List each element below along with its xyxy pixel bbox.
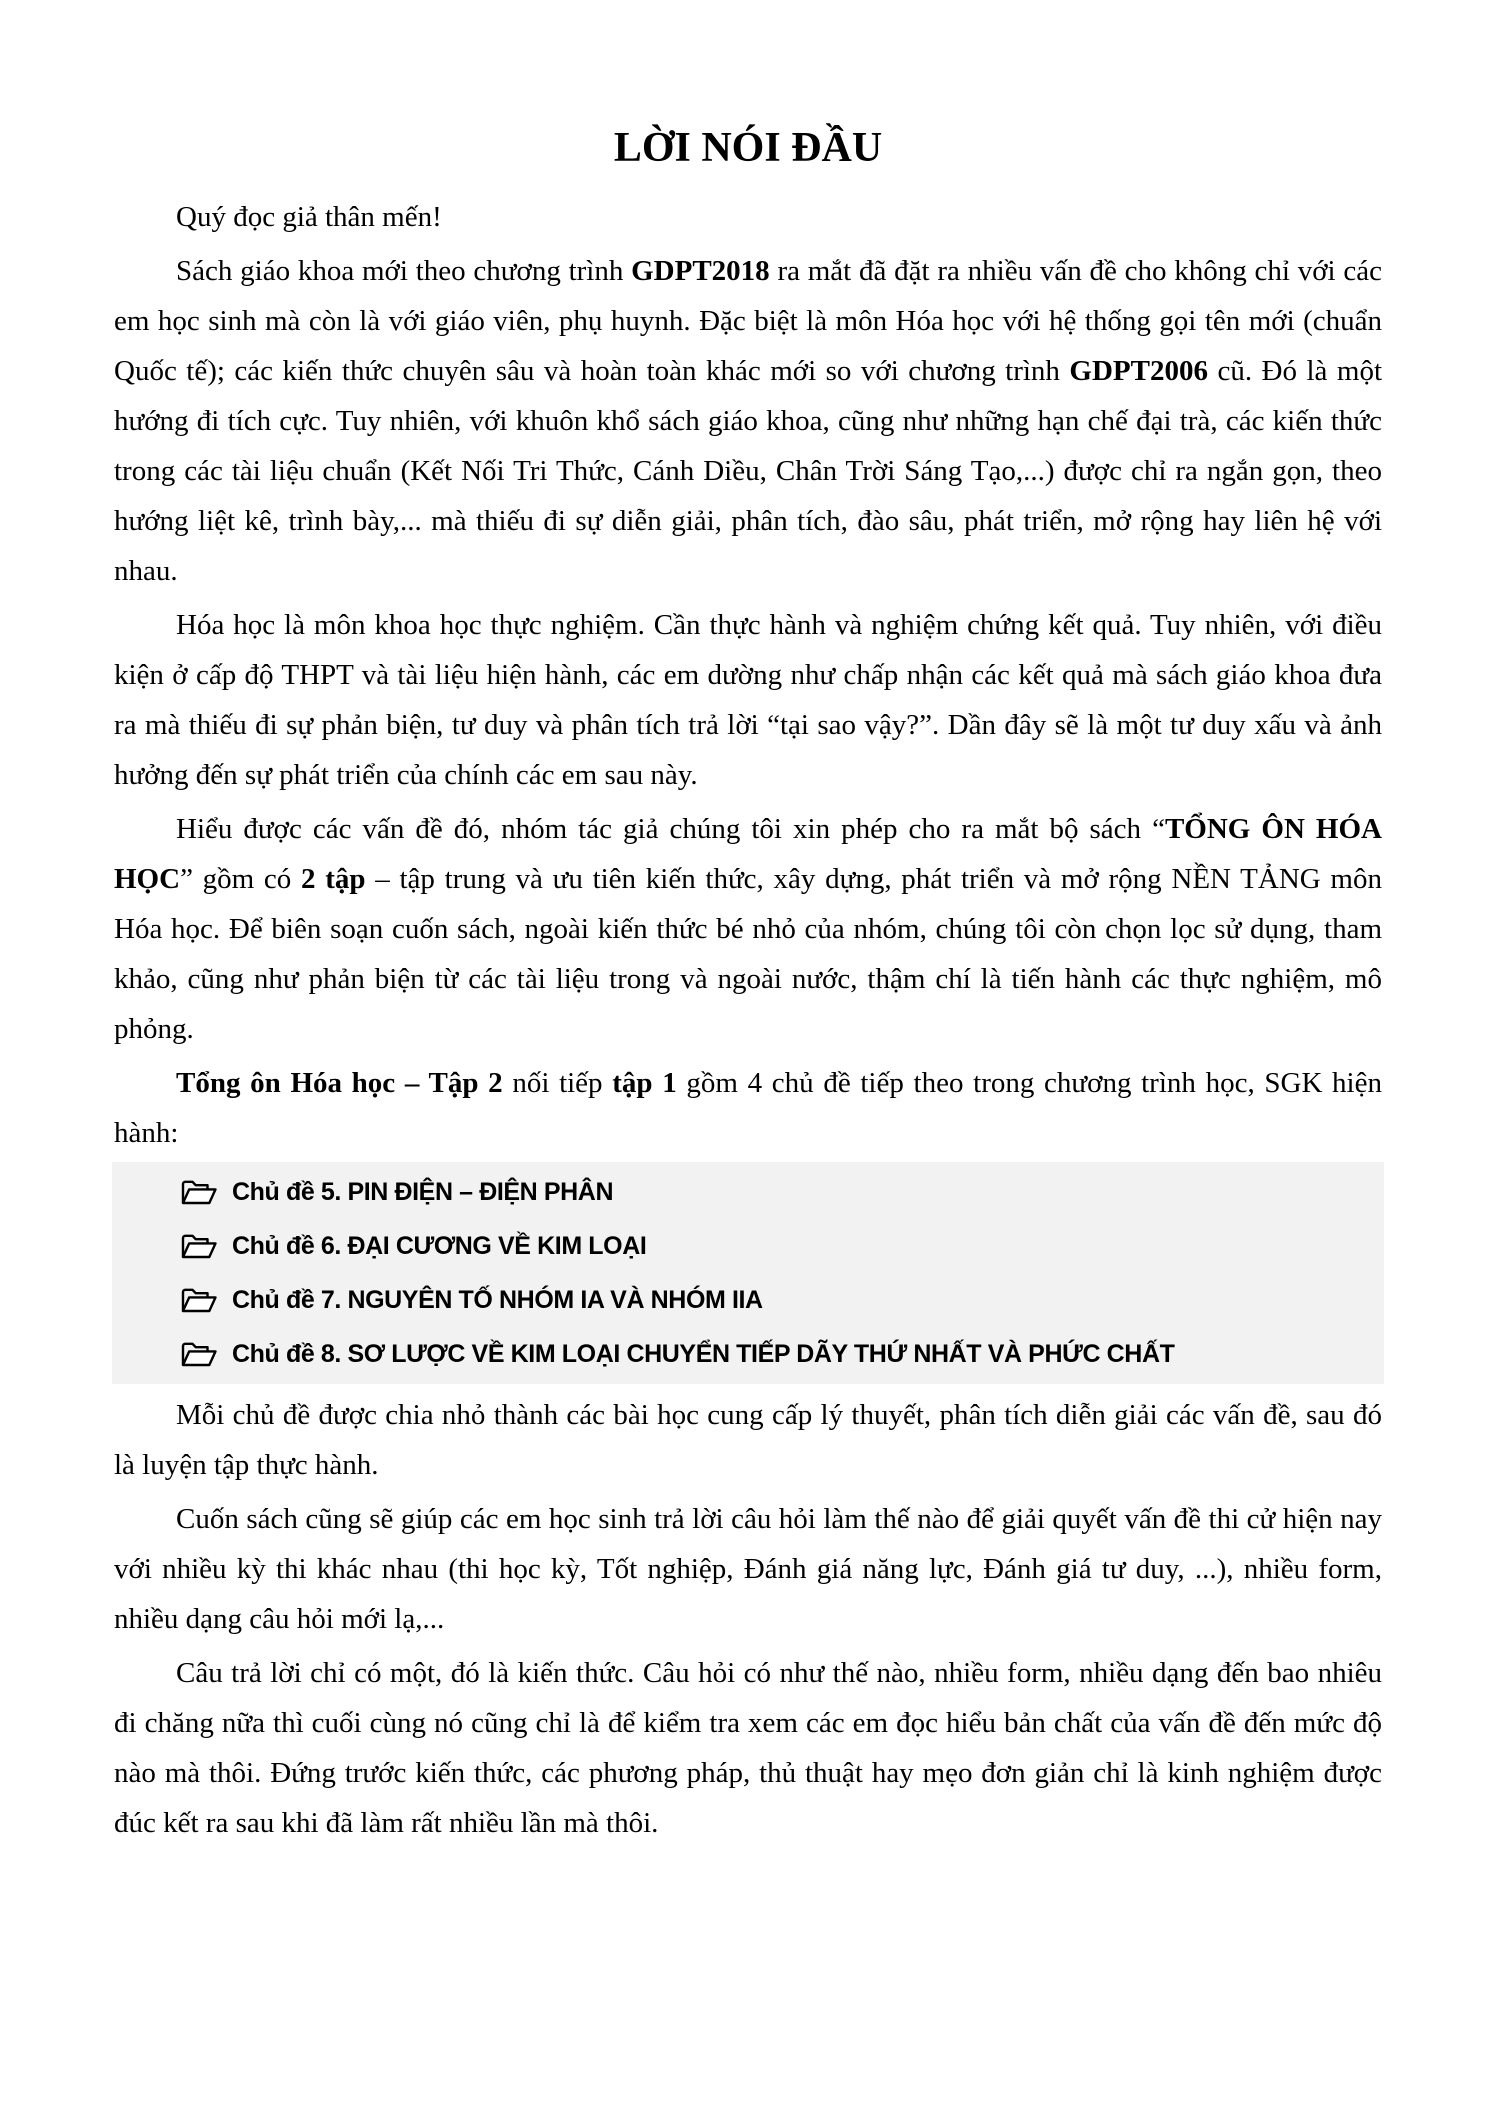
page-title: LỜI NÓI ĐẦU: [613, 125, 883, 171]
open-folder-icon: [180, 1177, 218, 1207]
paragraph-text: Hiểu được các vấn đề đó, nhóm tác giả chúng tôi xin phép cho ra mắt bộ sách “: [176, 813, 1165, 845]
bold-gdpt2006: GDPT2006: [1069, 355, 1208, 387]
topics-highlight-box: [112, 1162, 1384, 1384]
topic-label: Chủ đề 7. NGUYÊN TỐ NHÓM IA VÀ NHÓM IIA: [232, 1286, 763, 1314]
paragraph-text: cũ. Đó là một hướng đi tích cực. Tuy nhiên, với khuôn khổ sách giáo khoa, cũng như những hạn chế đại trà, các kiến thức trong các tài liệu chuẩn (Kết Nối Tri Thức, Cánh Diều, Chân Trời Sáng Tạo,...) được chỉ ra ngắn gọn, theo hướng liệt kê, trình bày,... mà thiếu đi sự diễn giải, phân tích, đào sâu, phát triển, mở rộng hay liên hệ với nhau.: [114, 355, 1382, 587]
bold-two-volumes: 2 tập: [301, 863, 366, 895]
paragraph-text: ” gồm có: [180, 863, 302, 895]
bold-gdpt2018: GDPT2018: [631, 255, 770, 287]
paragraph-text: Quý đọc giả thân mến!: [176, 201, 442, 233]
paragraph-text: ra mắt đã đặt ra nhiều vấn đề cho không chỉ với các em học sinh mà còn là với giáo viên, phụ huynh. Đặc biệt là môn Hóa học với hệ thống gọi tên mới (chuẩn Quốc tế); các kiến thức chuyên sâu và hoàn toàn khác mới so với chương trình: [114, 255, 1382, 387]
paragraph-text: Cuốn sách cũng sẽ giúp các em học sinh trả lời câu hỏi làm thế nào để giải quyết vấn đề thi cử hiện nay với nhiều kỳ thi khác nhau (thi học kỳ, Tốt nghiệp, Đánh giá năng lực, Đánh giá tư duy, ...), nhiều form, nhiều dạng câu hỏi mới lạ,...: [114, 1503, 1382, 1635]
paragraph-exams: [114, 1494, 1382, 1644]
paragraph-structure: [114, 1390, 1382, 1490]
paragraph-text: nối tiếp: [502, 1067, 613, 1099]
topic-item-6: [112, 1219, 1384, 1273]
paragraph-book-announcement: [114, 804, 1382, 1054]
paragraph-greeting: [114, 192, 1382, 242]
topic-item-7: [112, 1273, 1384, 1327]
topic-item-5: [112, 1165, 1384, 1219]
paragraph-intro-gdpt: [114, 246, 1382, 596]
open-folder-icon: [180, 1339, 218, 1369]
bold-volume2-title: Tổng ôn Hóa học – Tập 2: [176, 1067, 503, 1099]
open-folder-icon: [180, 1231, 218, 1261]
paragraph-text: Sách giáo khoa mới theo chương trình: [176, 255, 632, 287]
paragraph-text: – tập trung và ưu tiên kiến thức, xây dựng, phát triển và mở rộng NỀN TẢNG môn Hóa học. Để biên soạn cuốn sách, ngoài kiến thức bé nhỏ của nhóm, chúng tôi còn chọn lọc sử dụng, tham khảo, cũng như phản biện từ các tài liệu trong và ngoài nước, thậm chí là tiến hành các thực nghiệm, mô phỏng.: [114, 863, 1382, 1045]
paragraph-text: Hóa học là môn khoa học thực nghiệm. Cần thực hành và nghiệm chứng kết quả. Tuy nhiên, với điều kiện ở cấp độ THPT và tài liệu hiện hành, các em dường như chấp nhận các kết quả mà sách giáo khoa đưa ra mà thiếu đi sự phản biện, tư duy và phân tích trả lời “tại sao vậy?”. Dần đây sẽ là một tư duy xấu và ảnh hưởng đến sự phát triển của chính các em sau này.: [114, 609, 1382, 791]
bold-book-series-name: TỔNG ÔN HÓA HỌC: [114, 813, 1382, 895]
bold-volume1: tập 1: [612, 1067, 677, 1099]
open-folder-icon: [180, 1285, 218, 1315]
topic-item-8: [112, 1327, 1384, 1381]
topic-label: Chủ đề 5. PIN ĐIỆN – ĐIỆN PHÂN: [232, 1178, 614, 1206]
paragraph-volume2-overview: [114, 1058, 1382, 1158]
paragraph-knowledge: [114, 1648, 1382, 1848]
topic-label: Chủ đề 8. SƠ LƯỢC VỀ KIM LOẠI CHUYỂN TIẾP DÃY THỨ NHẤT VÀ PHỨC CHẤT: [232, 1340, 1175, 1368]
paragraph-text: gồm 4 chủ đề tiếp theo trong chương trình học, SGK hiện hành:: [114, 1067, 1382, 1149]
paragraph-text: Câu trả lời chỉ có một, đó là kiến thức. Câu hỏi có như thế nào, nhiều form, nhiều dạng đến bao nhiêu đi chăng nữa thì cuối cùng nó cũng chỉ là để kiểm tra xem các em đọc hiểu bản chất của vấn đề đến mức độ nào mà thôi. Đứng trước kiến thức, các phương pháp, thủ thuật hay mẹo đơn giản chỉ là kinh nghiệm được đúc kết ra sau khi đã làm rất nhiều lần mà thôi.: [114, 1657, 1382, 1839]
topic-label: Chủ đề 6. ĐẠI CƯƠNG VỀ KIM LOẠI: [232, 1232, 647, 1260]
paragraph-experimental-science: [114, 600, 1382, 800]
paragraph-text: Mỗi chủ đề được chia nhỏ thành các bài học cung cấp lý thuyết, phân tích diễn giải các vấn đề, sau đó là luyện tập thực hành.: [114, 1399, 1382, 1481]
